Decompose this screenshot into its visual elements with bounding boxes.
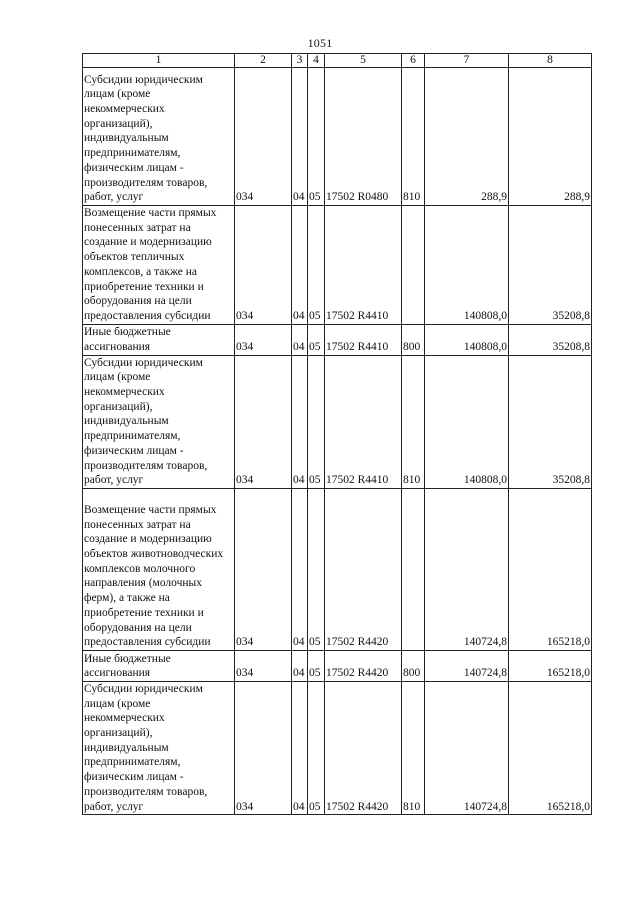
cell-expense-type: 800 [402,324,425,355]
cell-expense-type: 810 [402,68,425,206]
table-row [83,324,592,355]
cell-amount-2: 35208,8 [509,355,592,488]
cell-subsection: 05 [308,68,325,206]
item-name: Иные бюджетные ассигнования [83,650,235,681]
item-name: Возмещение части прямых понесенных затрат на создание и модернизацию объектов животноводческих комплексов молочного направления (молочных ферм), а также на приобретение техники и оборудования на цели предоставления субсидии [83,488,235,650]
cell-amount-1: 140724,8 [425,681,509,814]
cell-section: 04 [292,324,308,355]
cell-amount-1: 140724,8 [425,650,509,681]
cell-expense-type [402,206,425,325]
item-name: Иные бюджетные ассигнования [83,324,235,355]
budget-table [82,53,592,815]
header-row [83,54,592,68]
cell-target-article: 17502 R4410 [325,355,402,488]
table-row [83,355,592,488]
cell-ministry: 034 [235,206,292,325]
cell-amount-1: 140808,0 [425,324,509,355]
header-cell: 6 [402,54,425,68]
cell-amount-1: 140808,0 [425,206,509,325]
cell-subsection: 05 [308,650,325,681]
cell-section: 04 [292,681,308,814]
cell-target-article: 17502 R4420 [325,488,402,650]
cell-subsection: 05 [308,206,325,325]
cell-amount-2: 35208,8 [509,206,592,325]
cell-expense-type [402,488,425,650]
cell-amount-1: 140724,8 [425,488,509,650]
cell-amount-2: 35208,8 [509,324,592,355]
table-row [83,68,592,206]
cell-section: 04 [292,650,308,681]
header-cell: 2 [235,54,292,68]
cell-amount-1: 288,9 [425,68,509,206]
table-row [83,488,592,650]
cell-target-article: 17502 R4420 [325,650,402,681]
item-name: Возмещение части прямых понесенных затрат на создание и модернизацию объектов тепличных комплексов, а также на приобретение техники и оборудования на цели предоставления субсидии [83,206,235,325]
cell-target-article: 17502 R4410 [325,206,402,325]
cell-amount-2: 165218,0 [509,681,592,814]
cell-section: 04 [292,68,308,206]
cell-subsection: 05 [308,681,325,814]
header-cell: 8 [509,54,592,68]
cell-expense-type: 810 [402,355,425,488]
cell-ministry: 034 [235,68,292,206]
cell-subsection: 05 [308,488,325,650]
header-cell: 4 [308,54,325,68]
cell-section: 04 [292,355,308,488]
cell-expense-type: 800 [402,650,425,681]
table-row [83,206,592,325]
cell-ministry: 034 [235,355,292,488]
cell-subsection: 05 [308,355,325,488]
cell-target-article: 17502 R4420 [325,681,402,814]
header-cell: 3 [292,54,308,68]
cell-section: 04 [292,488,308,650]
cell-ministry: 034 [235,650,292,681]
cell-ministry: 034 [235,324,292,355]
header-cell: 5 [325,54,402,68]
table-row [83,681,592,814]
cell-ministry: 034 [235,488,292,650]
cell-expense-type: 810 [402,681,425,814]
header-cell: 7 [425,54,509,68]
cell-subsection: 05 [308,324,325,355]
item-name: Субсидии юридическим лицам (кроме некоммерческих организаций), индивидуальным предпринимателям, физическим лицам - производителям товаров, работ, услуг [83,681,235,814]
item-name: Субсидии юридическим лицам (кроме некоммерческих организаций), индивидуальным предпринимателям, физическим лицам - производителям товаров, работ, услуг [83,68,235,206]
cell-ministry: 034 [235,681,292,814]
cell-target-article: 17502 R4410 [325,324,402,355]
cell-target-article: 17502 R0480 [325,68,402,206]
header-cell: 1 [83,54,235,68]
page-number: 1051 [307,36,333,50]
cell-amount-2: 165218,0 [509,650,592,681]
cell-amount-2: 288,9 [509,68,592,206]
item-name: Субсидии юридическим лицам (кроме некоммерческих организаций), индивидуальным предпринимателям, физическим лицам - производителям товаров, работ, услуг [83,355,235,488]
cell-amount-2: 165218,0 [509,488,592,650]
cell-section: 04 [292,206,308,325]
table-row [83,650,592,681]
cell-amount-1: 140808,0 [425,355,509,488]
